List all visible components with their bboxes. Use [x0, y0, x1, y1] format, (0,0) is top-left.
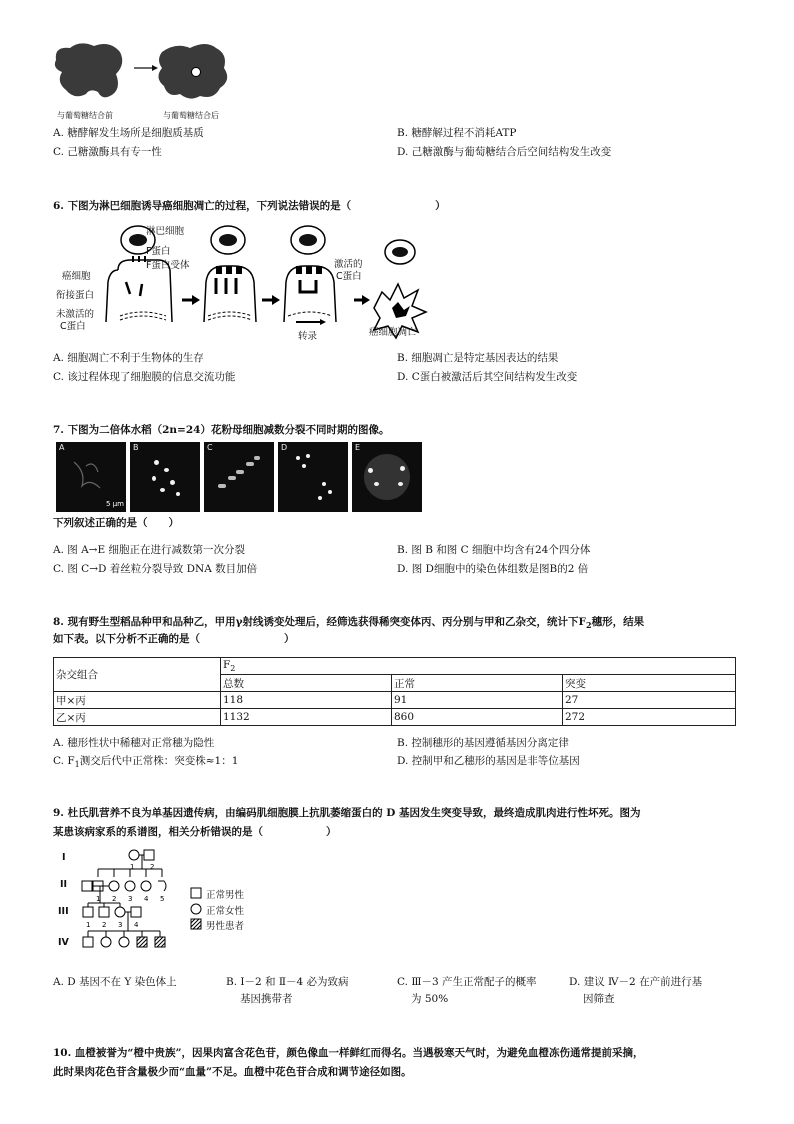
- q9-option-a: A. D 基因不在 Y 染色体上: [53, 976, 177, 988]
- svg-text:2: 2: [102, 921, 107, 929]
- enzyme-conformation-figure: [50, 38, 250, 110]
- q6-option-c: C. 该过程体现了细胞膜的信息交流功能: [53, 371, 236, 383]
- cross-results-table: [53, 657, 736, 726]
- label-f-protein: F蛋白: [146, 246, 171, 257]
- label-cancer-cell: 癌细胞: [62, 271, 91, 282]
- q9-stem-line2: 某患该病家系的系谱图，相关分析错误的是（ ）: [53, 826, 337, 838]
- label-c-protein: C蛋白: [60, 321, 86, 332]
- cell: 乙×丙: [54, 709, 221, 726]
- cell: 118: [221, 692, 392, 709]
- panel-label-a: A: [59, 443, 65, 452]
- label-f-receptor: F蛋白受体: [146, 260, 190, 271]
- label-inactive: 未激活的: [56, 309, 95, 320]
- panel-label-e: E: [355, 443, 361, 452]
- micrograph-a: [56, 442, 126, 512]
- gen-label-3: III: [58, 906, 69, 917]
- th-mutant: 突变: [563, 675, 736, 692]
- cell: 91: [392, 692, 563, 709]
- q5-option-b: B. 糖酵解过程不消耗ATP: [397, 127, 517, 139]
- q8-option-c: [53, 754, 238, 772]
- q9-stem-line1: 9. 杜氏肌营养不良为单基因遗传病，由编码肌细胞膜上抗肌萎缩蛋白的 D 基因发生突变导致，最终造成肌肉进行性坏死。图为: [53, 807, 641, 819]
- th-group: 杂交组合: [54, 658, 221, 692]
- svg-text:1: 1: [86, 921, 91, 929]
- q9-option-c: C. Ⅲ－3 产生正常配子的概率: [397, 976, 537, 988]
- th-f2: [221, 658, 736, 675]
- q10-stem-line1: 10. 血橙被誉为“橙中贵族”，因果肉富含花色苷，颜色像血一样鲜红而得名。当遇极寒天气时，为避免血橙冻伤通常提前采摘，: [53, 1047, 644, 1059]
- q6-option-a: A. 细胞凋亡不利于生物体的生存: [53, 352, 204, 364]
- enzyme-before-shape: [55, 43, 122, 97]
- th-f2-sub: 2: [230, 664, 236, 674]
- cell: 1132: [221, 709, 392, 726]
- label-apoptosis: 癌细胞凋亡: [369, 327, 417, 338]
- q6-option-b: B. 细胞凋亡是特定基因表达的结果: [397, 352, 559, 364]
- gen-label-2: II: [60, 879, 68, 890]
- svg-text:5: 5: [160, 895, 165, 903]
- q8-option-b: B. 控制穗形的基因遵循基因分离定律: [397, 737, 569, 749]
- th-normal: 正常: [392, 675, 563, 692]
- legend-male: 正常男性: [206, 890, 245, 901]
- cell: 272: [563, 709, 736, 726]
- panel-label-b: B: [133, 443, 139, 452]
- male-icon: [191, 888, 201, 898]
- female-icon: [191, 904, 201, 914]
- svg-text:4: 4: [144, 895, 149, 903]
- micrograph-c: [204, 442, 274, 512]
- q9-option-b: B. Ⅰ－2 和 Ⅱ－4 必为致病: [226, 976, 349, 988]
- svg-text:2: 2: [112, 895, 117, 903]
- q8-option-a: A. 穗形性状中稀穗对正常穗为隐性: [53, 737, 215, 749]
- table-row: [54, 692, 736, 709]
- caption-after: 与葡萄糖结合后: [163, 111, 219, 120]
- svg-text:1: 1: [130, 863, 135, 871]
- cell: 27: [563, 692, 736, 709]
- q9-option-b-cont: 基因携带者: [240, 993, 293, 1005]
- q9-option-c-cont: 为 50%: [411, 993, 449, 1005]
- label-transcription: 转录: [298, 331, 318, 342]
- q8-stem-part1: 8. 现有野生型稻品种甲和品种乙，甲用γ射线诱变处理后，经筛选获得稀突变体丙、丙分别与甲和乙杂交，统计下F: [53, 616, 587, 628]
- legend-patient: 男性患者: [206, 921, 245, 932]
- scale-label: 5 μm: [106, 500, 124, 508]
- cell: 甲×丙: [54, 692, 221, 709]
- q8-option-c-sub: 1: [74, 760, 80, 770]
- th-f2-text: F: [223, 658, 231, 671]
- q8-option-d: D. 控制甲和乙穗形的基因是非等位基因: [397, 755, 580, 767]
- label-active-c: C蛋白: [336, 271, 362, 282]
- caption-before: 与葡萄糖结合前: [57, 111, 113, 120]
- gen-label-4: IV: [58, 937, 69, 948]
- svg-text:4: 4: [134, 921, 139, 929]
- label-active: 激活的: [334, 259, 363, 270]
- q8-stem-sub: 2: [586, 620, 592, 631]
- table-row: [54, 709, 736, 726]
- panel-label-c: C: [207, 443, 213, 452]
- label-lymphocyte: 淋巴细胞: [146, 226, 185, 237]
- q8-option-c-post: 测交后代中正常株：突变株≈1：1: [79, 755, 239, 767]
- affected-male-icon: [191, 919, 201, 929]
- q7-option-b: B. 图 B 和图 C 细胞中均含有24个四分体: [397, 544, 591, 556]
- svg-text:2: 2: [150, 863, 155, 871]
- q9-option-d-cont: 因筛查: [583, 993, 615, 1005]
- cell: 860: [392, 709, 563, 726]
- panel-label-d: D: [281, 443, 288, 452]
- apoptosis-process-figure: [100, 222, 440, 340]
- svg-text:3: 3: [128, 895, 133, 903]
- label-adapter-protein: 衔接蛋白: [56, 290, 95, 301]
- q7-sub: 下列叙述正确的是（ ）: [53, 517, 179, 529]
- pedigree-chart: [78, 845, 188, 955]
- svg-text:1: 1: [96, 895, 101, 903]
- micrograph-b: [130, 442, 200, 512]
- q8-stem-part2: 穗形，结果: [591, 616, 645, 628]
- q5-option-c: C. 己糖激酶具有专一性: [53, 146, 162, 158]
- q8-stem: [53, 615, 644, 633]
- q5-option-a: A. 糖酵解发生场所是细胞质基质: [53, 127, 204, 139]
- q7-option-d: D. 图 D细胞中的染色体组数是图B的2 倍: [397, 563, 589, 575]
- legend-female: 正常女性: [206, 906, 245, 917]
- q8-stem-line2: 如下表。以下分析不正确的是（ ）: [53, 633, 295, 645]
- pedigree-legend-icons: [190, 887, 204, 933]
- q5-option-d: D. 己糖激酶与葡萄糖结合后空间结构发生改变: [397, 146, 612, 158]
- th-total: 总数: [221, 675, 392, 692]
- micrograph-e: [352, 442, 422, 512]
- q6-stem: 6. 下图为淋巴细胞诱导癌细胞凋亡的过程，下列说法错误的是（ ）: [53, 200, 446, 212]
- q7-stem: 7. 下图为二倍体水稻（2n=24）花粉母细胞减数分裂不同时期的图像。: [53, 424, 390, 436]
- glucose-icon: [192, 68, 201, 77]
- micrograph-d: [278, 442, 348, 512]
- gen-label-1: I: [62, 852, 66, 863]
- svg-text:3: 3: [118, 921, 123, 929]
- q9-option-d: D. 建议 Ⅳ－2 在产前进行基: [569, 976, 703, 988]
- q8-option-c-pre: C. F: [53, 755, 75, 767]
- q10-stem-line2: 此时果肉花色苷含量极少而“血量”不足。血橙中花色苷合成和调节途径如图。: [53, 1066, 412, 1078]
- q6-option-d: D. C蛋白被激活后其空间结构发生改变: [397, 371, 578, 383]
- q7-option-a: A. 图 A→E 细胞正在进行减数第一次分裂: [53, 544, 245, 556]
- q7-option-c: C. 图 C→D 着丝粒分裂导致 DNA 数目加倍: [53, 563, 258, 575]
